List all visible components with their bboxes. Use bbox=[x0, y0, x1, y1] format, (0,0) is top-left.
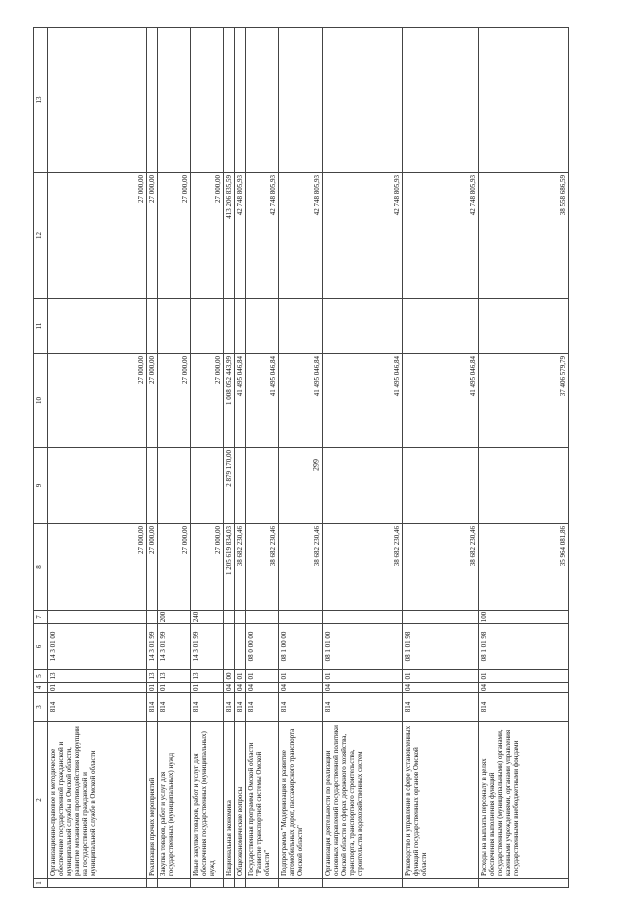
amount-col-10: 27 000,00 bbox=[48, 354, 147, 448]
row-index-cell bbox=[235, 879, 246, 888]
subsection-code-cell: 13 bbox=[191, 670, 224, 683]
amount-col-8: 38 682 230,46 bbox=[246, 524, 279, 611]
table-row bbox=[158, 28, 191, 888]
amount-col-13 bbox=[279, 28, 323, 173]
target-article-cell: 08 1 01 98 bbox=[479, 624, 569, 670]
amount-col-13 bbox=[403, 28, 479, 173]
expense-type-cell bbox=[48, 611, 147, 624]
section-code-cell: 01 bbox=[191, 683, 224, 693]
section-code-cell: 04 bbox=[403, 683, 479, 693]
amount-col-8: 38 682 230,46 bbox=[279, 524, 323, 611]
header-cell: 10 bbox=[34, 354, 48, 448]
amount-col-8: 38 682 230,46 bbox=[235, 524, 246, 611]
subsection-code-cell: 01 bbox=[323, 670, 403, 683]
table-row bbox=[224, 28, 235, 888]
admin-code-cell: 814 bbox=[48, 693, 147, 722]
amount-col-11 bbox=[48, 299, 147, 354]
page-number: 299 bbox=[311, 459, 321, 471]
name-cell: Государственная программа Омской области "Развитие транспортной системы Омской области" bbox=[246, 722, 279, 879]
section-code-cell: 01 bbox=[148, 684, 156, 691]
expense-type-cell bbox=[147, 611, 158, 624]
section-code-cell: 04 bbox=[225, 684, 234, 691]
amount-col-8: 35 964 081,86 bbox=[479, 524, 569, 611]
amount-col-13 bbox=[48, 28, 147, 173]
row-index-cell bbox=[191, 879, 224, 888]
expense-type-cell bbox=[235, 611, 246, 624]
table-row bbox=[279, 28, 323, 888]
section-code-cell: 04 bbox=[479, 683, 569, 693]
amount-col-12: 42 748 805,93 bbox=[235, 173, 246, 299]
expense-type-cell: 240 bbox=[191, 611, 224, 624]
name-cell: Расходы на выплаты персоналу в целях обеспечения выполнения функций государственными (муниципальными) органами, казенными учреждениями, органами управления государственными внебюджетными фондами bbox=[479, 722, 569, 879]
name-cell: Подпрограмма "Модернизация и развитие автомобильных дорог, пассажирского транспорта Омской области" bbox=[279, 722, 323, 879]
row-index-cell bbox=[147, 879, 158, 888]
amount-col-10: 41 495 046,84 bbox=[323, 354, 403, 448]
amount-col-9 bbox=[279, 448, 323, 524]
amount-col-11 bbox=[235, 299, 246, 354]
subsection-code-cell: 01 bbox=[403, 670, 479, 683]
amount-col-8: 27 000,00 bbox=[48, 524, 147, 611]
section-code-cell: 01 bbox=[158, 683, 191, 693]
amount-col-11 bbox=[279, 299, 323, 354]
target-article-cell: 08 1 01 00 bbox=[323, 624, 403, 670]
expense-type-cell bbox=[403, 611, 479, 624]
header-cell: 3 bbox=[34, 693, 48, 722]
amount-col-12: 42 748 805,93 bbox=[323, 173, 403, 299]
amount-col-11 bbox=[479, 299, 569, 354]
expense-type-cell: 100 bbox=[479, 611, 569, 624]
amount-col-13 bbox=[479, 28, 569, 173]
amount-col-10: 37 406 579,79 bbox=[479, 354, 569, 448]
row-index-cell bbox=[279, 879, 323, 888]
row-index-cell bbox=[246, 879, 279, 888]
table-header-row bbox=[34, 28, 48, 888]
table-row bbox=[48, 28, 147, 888]
amount-col-10: 41 495 046,84 bbox=[246, 354, 279, 448]
section-code-cell: 04 bbox=[246, 683, 279, 693]
row-index-cell bbox=[48, 879, 147, 888]
admin-code-cell: 814 bbox=[191, 693, 224, 722]
expense-type-cell bbox=[323, 611, 403, 624]
target-article-cell: 14 3 01 99 bbox=[191, 624, 224, 670]
amount-col-12: 27 000,00 bbox=[191, 173, 224, 299]
subsection-code-cell: 01 bbox=[279, 670, 323, 683]
amount-col-9 bbox=[403, 448, 479, 524]
row-index-cell bbox=[158, 879, 191, 888]
subsection-code-cell: 01 bbox=[479, 670, 569, 683]
amount-col-12: 42 748 805,93 bbox=[246, 173, 279, 299]
target-article-cell bbox=[224, 624, 235, 670]
header-cell: 5 bbox=[34, 670, 48, 683]
amount-col-12: 27 000,00 bbox=[48, 173, 147, 299]
admin-code-cell: 814 bbox=[479, 693, 569, 722]
amount-col-12: 27 000,00 bbox=[147, 173, 158, 299]
amount-col-9 bbox=[323, 448, 403, 524]
header-cell: 13 bbox=[34, 28, 48, 173]
subsection-code-cell: 01 bbox=[235, 670, 246, 683]
section-code-cell: 04 bbox=[236, 684, 245, 691]
header-cell: 11 bbox=[34, 299, 48, 354]
header-cell: 12 bbox=[34, 173, 48, 299]
amount-col-13 bbox=[191, 28, 224, 173]
header-cell: 9 bbox=[34, 448, 48, 524]
amount-col-12: 413 206 835,59 bbox=[224, 173, 235, 299]
amount-col-12: 27 000,00 bbox=[158, 173, 191, 299]
amount-col-9 bbox=[479, 448, 569, 524]
amount-col-11 bbox=[191, 299, 224, 354]
name-cell: Организация деятельности по реализации основных направлений государственной политики Омской области в сферах дорожного хозяйства, транспорта, транспортного строительства, строительства водохозяйственных систем bbox=[323, 722, 403, 879]
table-row bbox=[323, 28, 403, 888]
amount-col-8: 38 682 230,46 bbox=[403, 524, 479, 611]
target-article-cell: 08 1 00 00 bbox=[279, 624, 323, 670]
admin-code-cell: 814 bbox=[147, 693, 158, 722]
row-index-cell bbox=[323, 879, 403, 888]
amount-col-9 bbox=[48, 448, 147, 524]
amount-col-13 bbox=[246, 28, 279, 173]
admin-code-cell: 814 bbox=[246, 693, 279, 722]
header-cell: 8 bbox=[34, 524, 48, 611]
name-cell: Закупка товаров, работ и услуг для государственных (муниципальных) нужд bbox=[158, 722, 191, 879]
amount-col-12: 42 748 805,93 bbox=[279, 173, 323, 299]
amount-col-9 bbox=[191, 448, 224, 524]
amount-col-9 bbox=[235, 448, 246, 524]
header-cell: 7 bbox=[34, 611, 48, 624]
name-cell: Руководство и управление в сфере установленных функций государственных органов Омской области bbox=[403, 722, 479, 879]
amount-col-12: 38 558 686,59 bbox=[479, 173, 569, 299]
amount-col-11 bbox=[158, 299, 191, 354]
section-code-cell: 04 bbox=[279, 683, 323, 693]
header-cell: 2 bbox=[34, 722, 48, 879]
name-cell: Организационно-правовое и методическое обеспечение государственной гражданской и муниципальной службы в Омской области, развитие механизмов противодействия коррупции на государственной гражданской и муниципальной службе в Омской области bbox=[48, 722, 147, 879]
table-row bbox=[235, 28, 246, 888]
target-article-cell: 08 0 00 00 bbox=[246, 624, 279, 670]
amount-col-8: 27 000,00 bbox=[158, 524, 191, 611]
subsection-code-cell: 01 bbox=[246, 670, 279, 683]
subsection-code-cell: 13 bbox=[48, 670, 147, 683]
rotated-page bbox=[33, 28, 607, 888]
amount-col-9: 2 879 170,00 bbox=[224, 448, 235, 524]
subsection-code-cell: 13 bbox=[147, 670, 158, 683]
target-article-cell: 14 3 01 99 bbox=[158, 624, 191, 670]
target-article-cell: 14 3 01 99 bbox=[147, 624, 158, 670]
amount-col-8: 38 682 230,46 bbox=[323, 524, 403, 611]
header-cell: 1 bbox=[34, 879, 48, 888]
amount-col-9 bbox=[158, 448, 191, 524]
amount-col-13 bbox=[158, 28, 191, 173]
name-cell: Национальная экономика bbox=[224, 722, 235, 879]
amount-col-10: 27 000,00 bbox=[191, 354, 224, 448]
amount-col-9 bbox=[147, 448, 158, 524]
name-cell: Иные закупки товаров, работ и услуг для обеспечения государственных (муниципальных) нужд bbox=[191, 722, 224, 879]
header-cell: 6 bbox=[34, 624, 48, 670]
amount-col-13 bbox=[147, 28, 158, 173]
amount-col-11 bbox=[323, 299, 403, 354]
target-article-cell: 08 1 01 98 bbox=[403, 624, 479, 670]
target-article-cell bbox=[235, 624, 246, 670]
amount-col-8: 27 000,00 bbox=[191, 524, 224, 611]
admin-code-cell: 814 bbox=[224, 693, 235, 722]
admin-code-cell: 814 bbox=[279, 693, 323, 722]
subsection-code-cell: 13 bbox=[158, 670, 191, 683]
admin-code-cell: 814 bbox=[403, 693, 479, 722]
amount-col-9 bbox=[246, 448, 279, 524]
amount-col-11 bbox=[246, 299, 279, 354]
amount-col-12: 42 748 805,93 bbox=[403, 173, 479, 299]
amount-col-10: 41 495 046,84 bbox=[279, 354, 323, 448]
amount-col-10: 41 495 046,84 bbox=[403, 354, 479, 448]
row-index-cell bbox=[224, 879, 235, 888]
amount-col-11 bbox=[403, 299, 479, 354]
amount-col-11 bbox=[224, 299, 235, 354]
amount-col-10: 27 000,00 bbox=[158, 354, 191, 448]
name-cell: Общеэкономические вопросы bbox=[235, 722, 246, 879]
row-index-cell bbox=[403, 879, 479, 888]
section-code-cell: 01 bbox=[48, 683, 147, 693]
amount-col-13 bbox=[323, 28, 403, 173]
expense-type-cell bbox=[224, 611, 235, 624]
name-cell: Реализация прочих мероприятий bbox=[147, 722, 158, 879]
amount-col-13 bbox=[235, 28, 246, 173]
section-code-cell: 04 bbox=[323, 683, 403, 693]
table-row bbox=[479, 28, 569, 888]
table-row bbox=[191, 28, 224, 888]
expense-type-cell bbox=[279, 611, 323, 624]
amount-col-10: 1 008 052 443,99 bbox=[224, 354, 235, 448]
admin-code-cell: 814 bbox=[235, 693, 246, 722]
amount-col-13 bbox=[224, 28, 235, 173]
admin-code-cell: 814 bbox=[158, 693, 191, 722]
amount-col-8: 27 000,00 bbox=[147, 524, 158, 611]
header-cell: 4 bbox=[34, 683, 48, 693]
admin-code-cell: 814 bbox=[323, 693, 403, 722]
row-index-cell bbox=[479, 879, 569, 888]
table-row bbox=[246, 28, 279, 888]
subsection-code-cell: 00 bbox=[224, 670, 235, 683]
amount-col-8: 1 205 619 834,03 bbox=[224, 524, 235, 611]
table-row bbox=[403, 28, 479, 888]
expense-type-cell bbox=[246, 611, 279, 624]
table-row bbox=[147, 28, 158, 888]
expense-type-cell: 200 bbox=[158, 611, 191, 624]
target-article-cell: 14 3 01 00 bbox=[48, 624, 147, 670]
amount-col-10: 41 495 046,84 bbox=[235, 354, 246, 448]
amount-col-11 bbox=[147, 299, 158, 354]
budget-table bbox=[33, 27, 569, 888]
amount-col-10: 27 000,00 bbox=[147, 354, 158, 448]
